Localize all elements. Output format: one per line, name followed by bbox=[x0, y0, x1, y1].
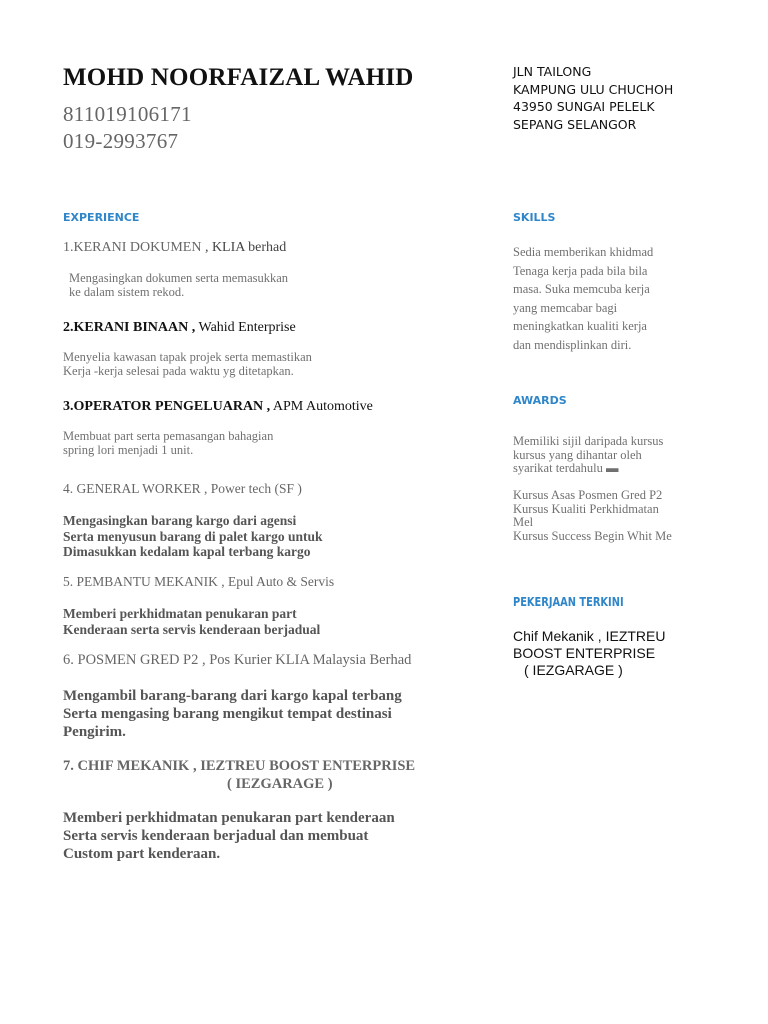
address-line: KAMPUNG ULU CHUCHOH bbox=[513, 81, 674, 97]
job-description bbox=[63, 606, 320, 637]
award-line: Kursus Kualiti Perkhidmatan bbox=[513, 501, 659, 516]
address-line: SEPANG SELANGOR bbox=[513, 116, 637, 132]
job-title-line: 7. CHIF MEKANIK , IEZTREU BOOST ENTERPRISE bbox=[63, 758, 416, 774]
job-title: 5. PEMBANTU MEKANIK , Epul Auto & Servis bbox=[63, 574, 335, 589]
current-job-line: ( IEZGARAGE ) bbox=[524, 662, 623, 678]
job-description bbox=[63, 350, 312, 378]
job-description bbox=[63, 513, 323, 560]
phone-number: 019-2993767 bbox=[63, 129, 179, 153]
job-title bbox=[63, 399, 373, 415]
desc-line: Memberi perkhidmatan penukaran part kenderaan bbox=[63, 810, 395, 826]
job-company: APM Automotive bbox=[270, 399, 373, 414]
candidate-name: MOHD NOORFAIZAL WAHID bbox=[63, 64, 414, 91]
award-line: Kursus Asas Posmen Gred P2 bbox=[513, 488, 663, 502]
desc-line: Serta servis kenderaan berjadual dan membuat bbox=[63, 828, 369, 844]
awards-list bbox=[513, 489, 672, 543]
desc-line: spring lori menjadi 1 unit. bbox=[63, 443, 194, 457]
desc-line: Dimasukkan kedalam kapal terbang kargo bbox=[63, 544, 311, 559]
job-title bbox=[63, 320, 296, 336]
skills-line: Tenaga kerja pada bila bila bbox=[513, 263, 648, 278]
ic-number: 811019106171 bbox=[63, 102, 192, 126]
job-role: 1.KERANI DOKUMEN bbox=[63, 240, 202, 255]
current-job-text bbox=[513, 628, 665, 679]
job-description bbox=[63, 429, 273, 457]
desc-line: Serta mengasing barang mengikut tempat destinasi bbox=[63, 706, 392, 722]
job-title: 4. GENERAL WORKER , Power tech (SF ) bbox=[63, 481, 302, 496]
award-line: Mel bbox=[513, 515, 534, 529]
desc-line: Kenderaan serta servis kenderaan berjadual bbox=[63, 621, 321, 637]
award-line: syarikat terdahulu ▬ bbox=[513, 461, 619, 475]
desc-line: Pengirim. bbox=[63, 724, 126, 740]
desc-line: Kerja -kerja selesai pada waktu yg ditetapkan. bbox=[63, 364, 294, 378]
desc-line: Mengasingkan dokumen serta memasukkan bbox=[69, 271, 289, 285]
address-line: 43950 SUNGAI PELELK bbox=[513, 99, 655, 114]
desc-line: Custom part kenderaan. bbox=[63, 846, 221, 862]
desc-line: Menyelia kawasan tapak projek serta memastikan bbox=[63, 350, 312, 364]
awards-heading: AWARDS bbox=[513, 394, 567, 407]
desc-line: Mengasingkan barang kargo dari agensi bbox=[63, 513, 297, 528]
job-title: 6. POSMEN GRED P2 , Pos Kurier KLIA Malaysia Berhad bbox=[63, 652, 412, 668]
job-description bbox=[63, 687, 402, 741]
job-title bbox=[63, 240, 286, 256]
job-title-line: ( IEZGARAGE ) bbox=[227, 776, 333, 792]
job-description bbox=[69, 271, 288, 299]
job-company: Wahid Enterprise bbox=[195, 320, 296, 335]
address-line: JLN TAILONG bbox=[513, 64, 592, 79]
desc-line: Mengambil barang-barang dari kargo kapal terbang bbox=[63, 688, 402, 704]
job-title bbox=[63, 757, 415, 793]
award-line: Kursus Success Begin Whit Me bbox=[513, 528, 672, 543]
desc-line: Membuat part serta pemasangan bahagian bbox=[63, 429, 274, 443]
experience-heading: EXPERIENCE bbox=[63, 211, 140, 224]
job-role: 2.KERANI BINAAN , bbox=[63, 320, 196, 335]
desc-line: Memberi perkhidmatan penukaran part bbox=[63, 606, 297, 621]
job-description bbox=[63, 809, 395, 863]
skills-line: Sedia memberikan khidmad bbox=[513, 245, 654, 259]
address-block bbox=[513, 63, 673, 133]
current-job-line: Chif Mekanik , IEZTREU bbox=[513, 628, 666, 644]
skills-line: yang memcabar bagi bbox=[513, 300, 618, 315]
award-line: Memiliki sijil daripada kursus bbox=[513, 434, 664, 448]
current-job-heading: PEKERJAAN TERKINI bbox=[513, 595, 624, 609]
current-job-line: BOOST ENTERPRISE bbox=[513, 645, 656, 661]
awards-paragraph bbox=[513, 435, 663, 476]
skills-line: dan mendisplinkan diri. bbox=[513, 337, 632, 352]
job-role: 3.OPERATOR PENGELUARAN , bbox=[63, 399, 271, 414]
job-company: , KLIA berhad bbox=[201, 240, 287, 255]
desc-line: Serta menyusun barang di palet kargo untuk bbox=[63, 528, 323, 544]
skills-line: masa. Suka memcuba kerja bbox=[513, 282, 650, 296]
skills-text bbox=[513, 243, 653, 354]
award-line: kursus yang dihantar oleh bbox=[513, 447, 642, 462]
desc-line: ke dalam sistem rekod. bbox=[69, 285, 185, 299]
skills-line: meningkatkan kualiti kerja bbox=[513, 319, 647, 333]
skills-heading: SKILLS bbox=[513, 211, 556, 224]
